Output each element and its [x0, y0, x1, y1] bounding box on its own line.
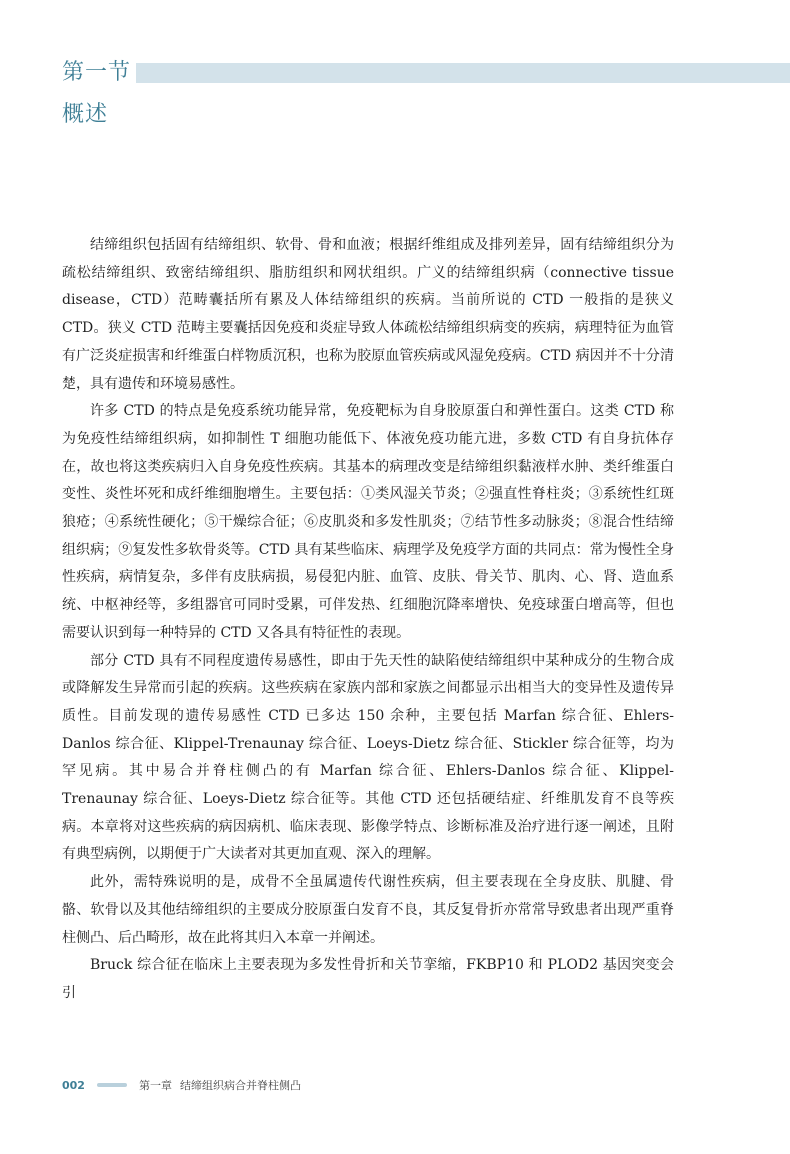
- paragraph: 此外，需特殊说明的是，成骨不全虽属遗传代谢性疾病，但主要表现在全身皮肤、肌腱、骨骼、软骨以及其他结缔组织的主要成分胶原蛋白发育不良，其反复骨折亦常常导致患者出现严重脊柱侧凸、后凸畸形，故在此将其归入本章一并阐述。: [62, 874, 674, 946]
- body-text: [62, 232, 674, 1008]
- page-footer: [62, 1076, 301, 1094]
- section-title: 概述: [62, 102, 109, 127]
- section-header: [62, 58, 790, 92]
- paragraph: 结缔组织包括固有结缔组织、软骨、骨和血液；根据纤维组成及排列差异，固有结缔组织分为疏松结缔组织、致密结缔组织、脂肪组织和网状组织。广义的结缔组织病（connective tissue disease，CTD）范畴囊括所有累及人体结缔组织的疾病。当前所说的 CTD 一般指的是狭义 CTD。狭义 CTD 范畴主要囊括因免疫和炎症导致人体疏松结缔组织病变的疾病，病理特征为血管有广泛炎症损害和纤维蛋白样物质沉积，也称为胶原血管疾病或风湿免疫病。CTD 病因并不十分清楚，具有遗传和环境易感性。: [62, 237, 674, 392]
- paragraph: 许多 CTD 的特点是免疫系统功能异常，免疫靶标为自身胶原蛋白和弹性蛋白。这类 CTD 称为免疫性结缔组织病，如抑制性 T 细胞功能低下、体液免疫功能亢进，多数 CTD 有自身抗体存在，故也将这类疾病归入自身免疫性疾病。其基本的病理改变是结缔组织黏液样水肿、类纤维蛋白变性、炎性坏死和成纤维细胞增生。主要包括：①类风湿关节炎；②强直性脊柱炎；③系统性红斑狼疮；④系统性硬化；⑤干燥综合征；⑥皮肌炎和多发性肌炎；⑦结节性多动脉炎；⑧混合性结缔组织病；⑨复发性多软骨炎等。CTD 具有某些临床、病理学及免疫学方面的共同点：常为慢性全身性疾病，病情复杂，多伴有皮肤病损，易侵犯内脏、血管、皮肤、骨关节、肌肉、心、肾、造血系统、中枢神经等，多组器官可同时受累，可伴发热、红细胞沉降率增快、免疫球蛋白增高等，但也需要认识到每一种特异的 CTD 又各具有特征性的表现。: [62, 403, 674, 641]
- footer-divider: [97, 1083, 127, 1087]
- paragraph: Bruck 综合征在临床上主要表现为多发性骨折和关节挛缩，FKBP10 和 PLOD2 基因突变会引: [62, 957, 674, 1001]
- page-number: 002: [62, 1078, 85, 1092]
- section-label: 第一节: [62, 60, 132, 85]
- chapter-title: 结缔组织病合并脊柱侧凸: [179, 1079, 301, 1092]
- paragraph: 部分 CTD 具有不同程度遗传易感性，即由于先天性的缺陷使结缔组织中某种成分的生物合成或降解发生异常而引起的疾病。这些疾病在家族内部和家族之间都显示出相当大的变异性及遗传异质性。目前发现的遗传易感性 CTD 已多达 150 余种，主要包括 Marfan 综合征、Ehlers-Danlos 综合征、Klippel-Trenaunay 综合征、Loeys-Dietz 综合征、Stickler 综合征等，均为罕见病。其中易合并脊柱侧凸的有 Marfan 综合征、Ehlers-Danlos 综合征、Klippel-Trenaunay 综合征、Loeys-Dietz 综合征等。其他 CTD 还包括硬结症、纤维肌发育不良等疾病。本章将对这些疾病的病因病机、临床表现、影像学特点、诊断标准及治疗进行逐一阐述，且附有典型病例，以期便于广大读者对其更加直观、深入的理解。: [62, 652, 674, 863]
- section-header-bar: [136, 63, 790, 83]
- chapter-number: 第一章: [138, 1079, 172, 1092]
